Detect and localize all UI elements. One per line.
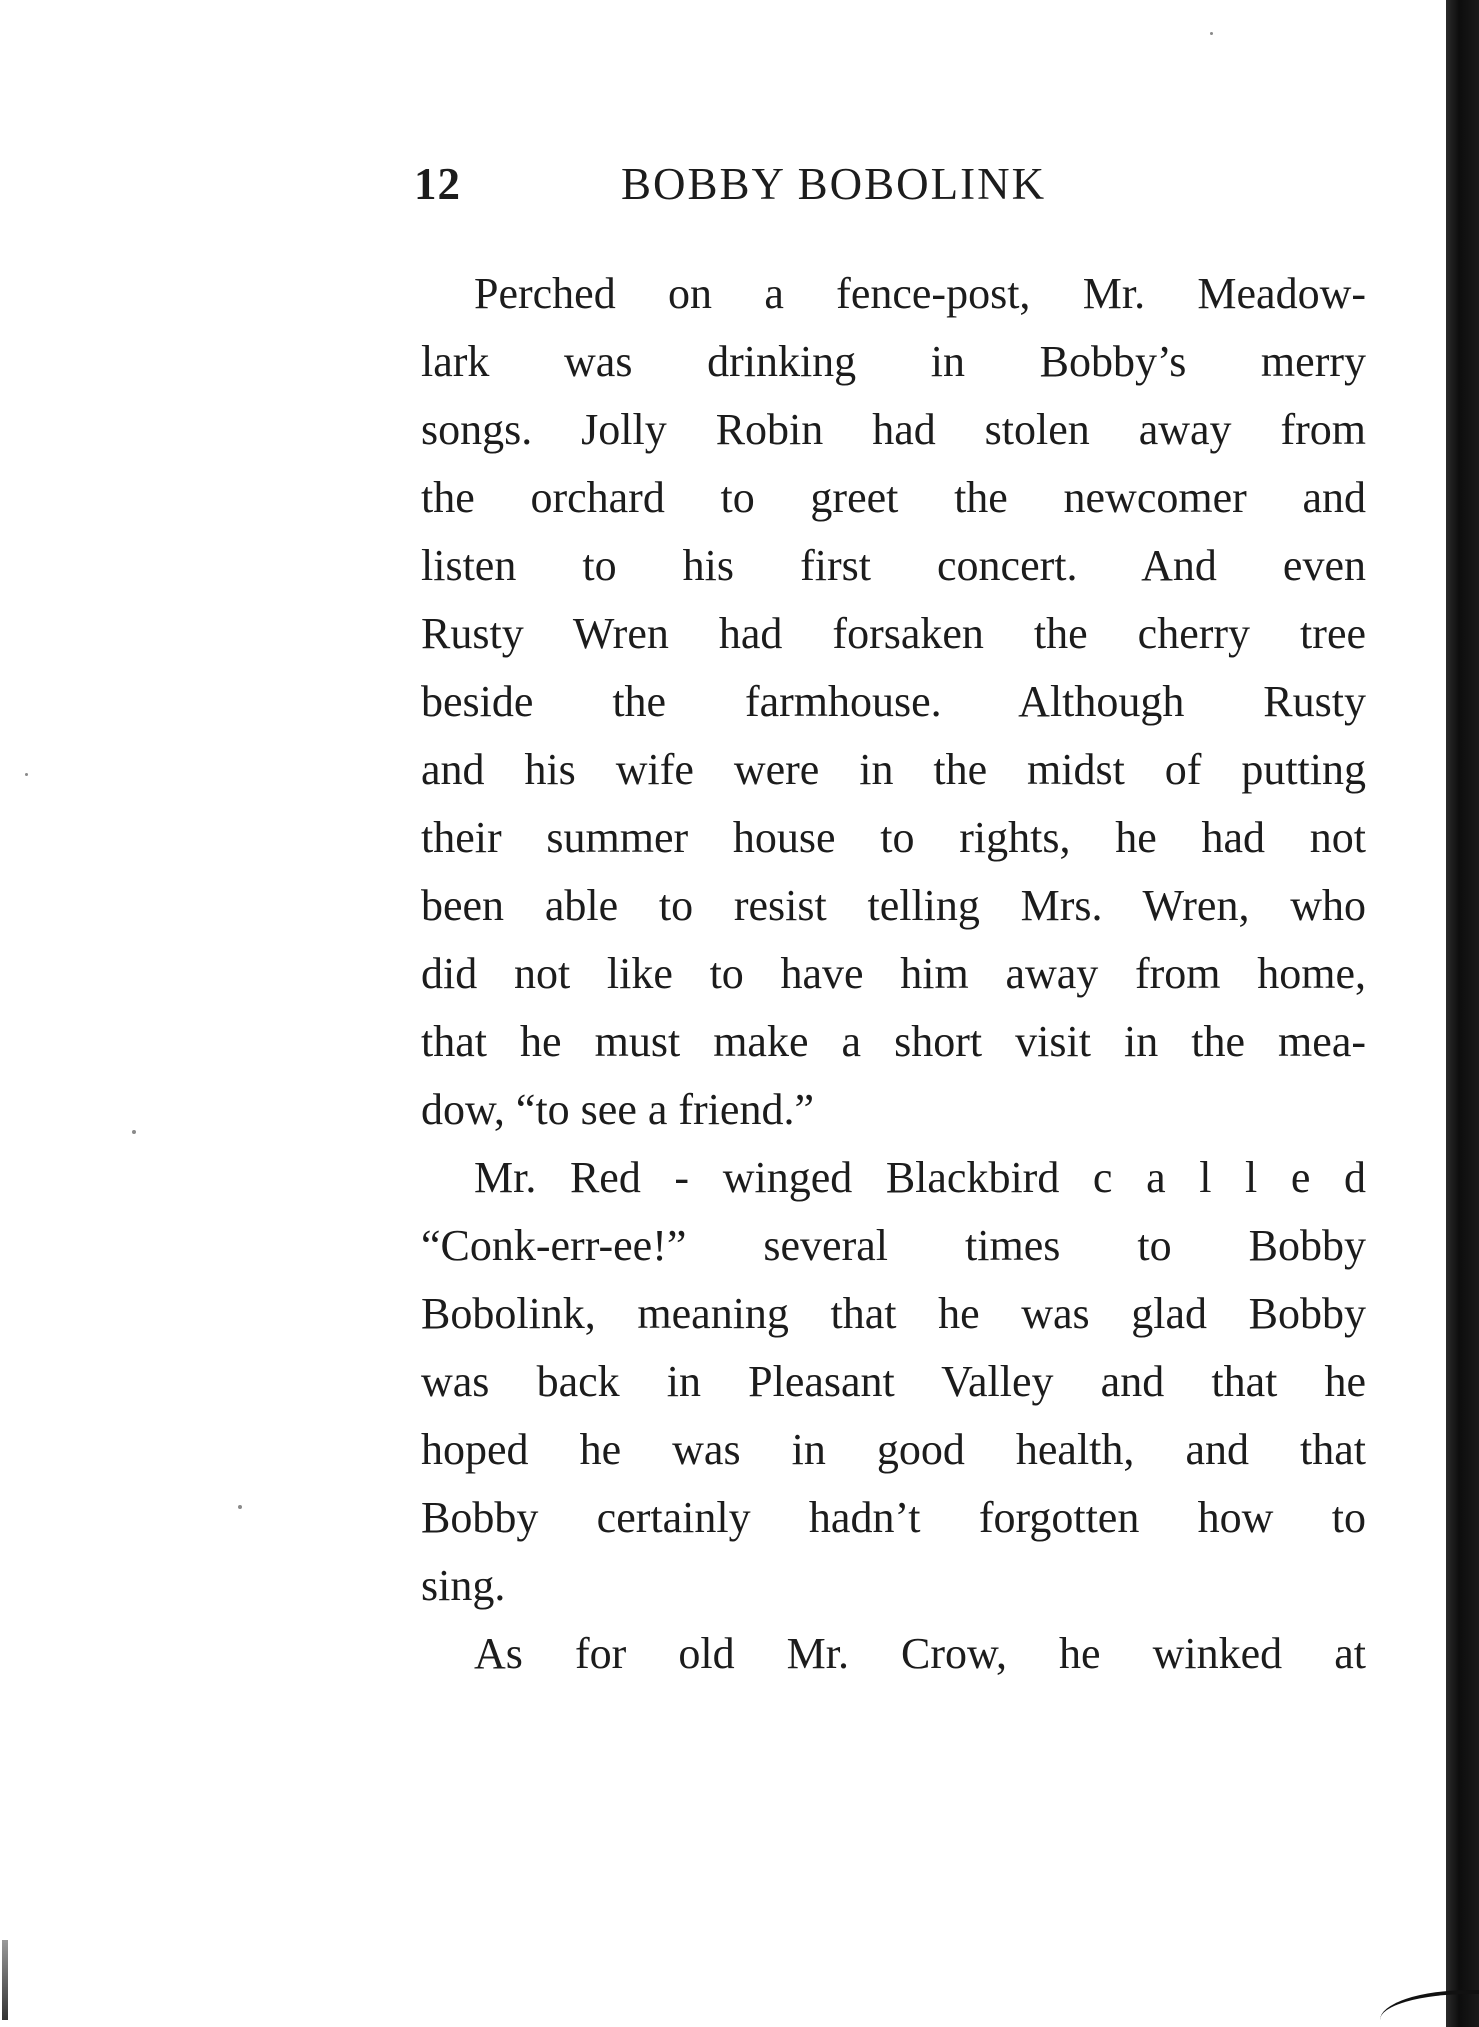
page-curl-shadow: [1380, 1990, 1479, 2027]
paper-speck: [25, 773, 28, 776]
text-line: Perched on a fence-post, Mr. Meadow-: [474, 269, 1366, 318]
text-line: and his wife were in the midst of putting: [421, 745, 1366, 794]
paper-speck: [238, 1505, 242, 1509]
text-line: songs. Jolly Robin had stolen away from: [421, 405, 1366, 454]
text-line: Rusty Wren had forsaken the cherry tree: [421, 609, 1366, 658]
running-head: BOBBY BOBOLINK: [621, 159, 1047, 209]
text-line: lark was drinking in Bobby’s merry: [421, 337, 1366, 386]
page-header: [414, 158, 1414, 228]
text-line: the orchard to greet the newcomer and: [421, 473, 1366, 522]
text-line: beside the farmhouse. Although Rusty: [421, 677, 1366, 726]
text-line: hoped he was in good health, and that: [421, 1425, 1366, 1474]
scan-edge-mark: [2, 1940, 8, 2020]
paper-speck: [132, 1130, 136, 1134]
text-line: As for old Mr. Crow, he winked at: [474, 1629, 1366, 1678]
text-line: “Conk-err-ee!” several times to Bobby: [421, 1221, 1366, 1270]
paragraph: [421, 260, 1366, 1144]
text-line: listen to his first concert. And even: [421, 541, 1366, 590]
page-number: 12: [414, 159, 461, 209]
text-line: did not like to have him away from home,: [421, 949, 1366, 998]
text-line: Bobby certainly hadn’t forgotten how to: [421, 1493, 1366, 1542]
body-text: [421, 260, 1366, 1688]
text-line: been able to resist telling Mrs. Wren, who: [421, 881, 1366, 930]
paragraph: [421, 1144, 1366, 1620]
paper-speck: [1210, 32, 1213, 35]
text-line: Mr. Red - winged Blackbird c a l l e d: [474, 1153, 1366, 1202]
paragraph: [421, 1620, 1366, 1688]
text-line: their summer house to rights, he had not: [421, 813, 1366, 862]
text-line: sing.: [421, 1561, 506, 1610]
text-line: dow, “to see a friend.”: [421, 1085, 814, 1134]
text-line: Bobolink, meaning that he was glad Bobby: [421, 1289, 1366, 1338]
text-line: that he must make a short visit in the mea-: [421, 1017, 1366, 1066]
text-line: was back in Pleasant Valley and that he: [421, 1357, 1366, 1406]
binding-shadow: [1446, 0, 1479, 2027]
